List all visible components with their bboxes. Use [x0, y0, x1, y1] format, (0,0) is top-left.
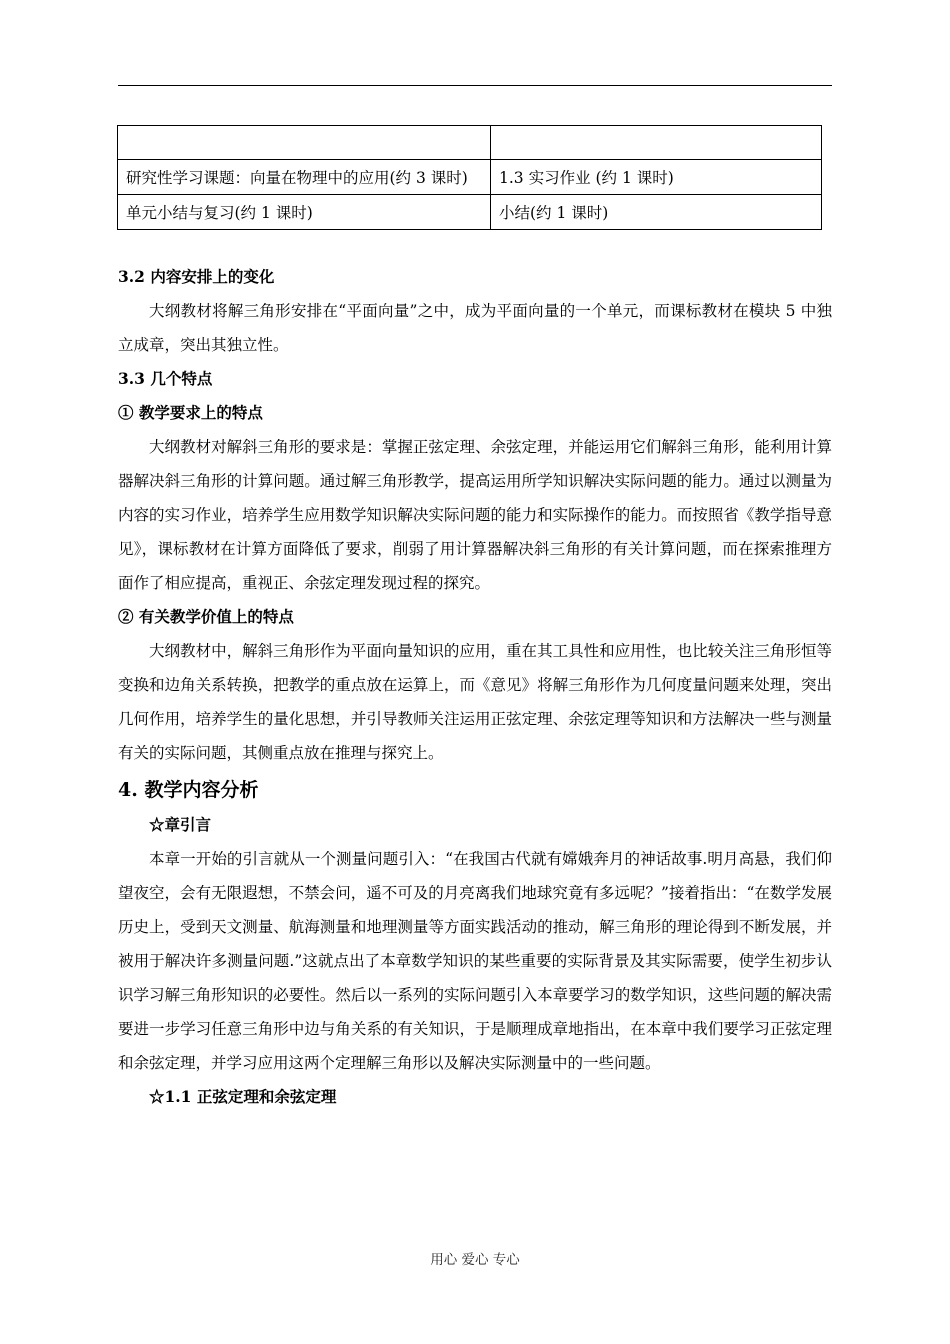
document-body	[118, 260, 832, 1114]
chapter-heading: 4. 教学内容分析	[118, 779, 259, 801]
subsection-heading: ☆1.1 正弦定理和余弦定理	[149, 1087, 337, 1106]
paragraph: 本章一开始的引言就从一个测量问题引入：“在我国古代就有嫦娥奔月的神话故事.明月高悬，我们仰望夜空，会有无限遐想，不禁会问，遥不可及的月亮离我们地球究竟有多远呢？”接着指出：“在数学发展历史上，受到天文测量、航海测量和地理测量等方面实践活动的推动，解三角形的理论得到不断发展，并被用于解决许多测量问题.”这就点出了本章数学知识的某些重要的实际背景及其实际需要，使学生初步认识学习解三角形知识的必要性。然后以一系列的实际问题引入本章要学习的数学知识，这些问题的解决需要进一步学习任意三角形中边与角关系的有关知识，于是顺理成章地指出，在本章中我们要学习正弦定理和余弦定理，并学习应用这两个定理解三角形以及解决实际测量中的一些问题。	[118, 850, 832, 1072]
paragraph: 大纲教材将解三角形安排在“平面向量”之中，成为平面向量的一个单元，而课标教材在模块 5 中独立成章，突出其独立性。	[118, 302, 832, 354]
subsection-heading: ☆章引言	[149, 815, 212, 834]
section-heading: 3.2 内容安排上的变化	[118, 267, 275, 286]
section-heading: 3.3 几个特点	[118, 369, 213, 388]
subsection-heading: ② 有关教学价值上的特点	[118, 607, 294, 626]
page-footer: 用心 爱心 专心	[430, 1252, 520, 1268]
paragraph: 大纲教材对解斜三角形的要求是：掌握正弦定理、余弦定理，并能运用它们解斜三角形，能利用计算器解决斜三角形的计算问题。通过解三角形教学，提高运用所学知识解决实际问题的能力。通过以测量为内容的实习作业，培养学生应用数学知识解决实际问题的能力和实际操作的能力。而按照省《教学指导意见》，课标教材在计算方面降低了要求，削弱了用计算器解决斜三角形的有关计算问题，而在探索推理方面作了相应提高，重视正、余弦定理发现过程的探究。	[118, 438, 832, 592]
table-row	[118, 160, 822, 195]
header-rule	[118, 85, 832, 86]
paragraph: 大纲教材中，解斜三角形作为平面向量知识的应用，重在其工具性和应用性，也比较关注三角形恒等变换和边角关系转换，把教学的重点放在运算上，而《意见》将解三角形作为几何度量问题来处理，突出几何作用，培养学生的量化思想，并引导教师关注运用正弦定理、余弦定理等知识和方法解决一些与测量有关的实际问题，其侧重点放在推理与探究上。	[118, 642, 832, 762]
course-table	[117, 125, 822, 230]
table-cell	[118, 126, 491, 160]
table-row	[118, 126, 822, 160]
table-cell: 1.3 实习作业 (约 1 课时)	[491, 160, 822, 195]
table-cell: 单元小结与复习(约 1 课时)	[118, 195, 491, 230]
table-cell	[491, 126, 822, 160]
table-cell: 小结(约 1 课时)	[491, 195, 822, 230]
subsection-heading: ① 教学要求上的特点	[118, 403, 263, 422]
table-row	[118, 195, 822, 230]
table-cell: 研究性学习课题：向量在物理中的应用(约 3 课时)	[118, 160, 491, 195]
